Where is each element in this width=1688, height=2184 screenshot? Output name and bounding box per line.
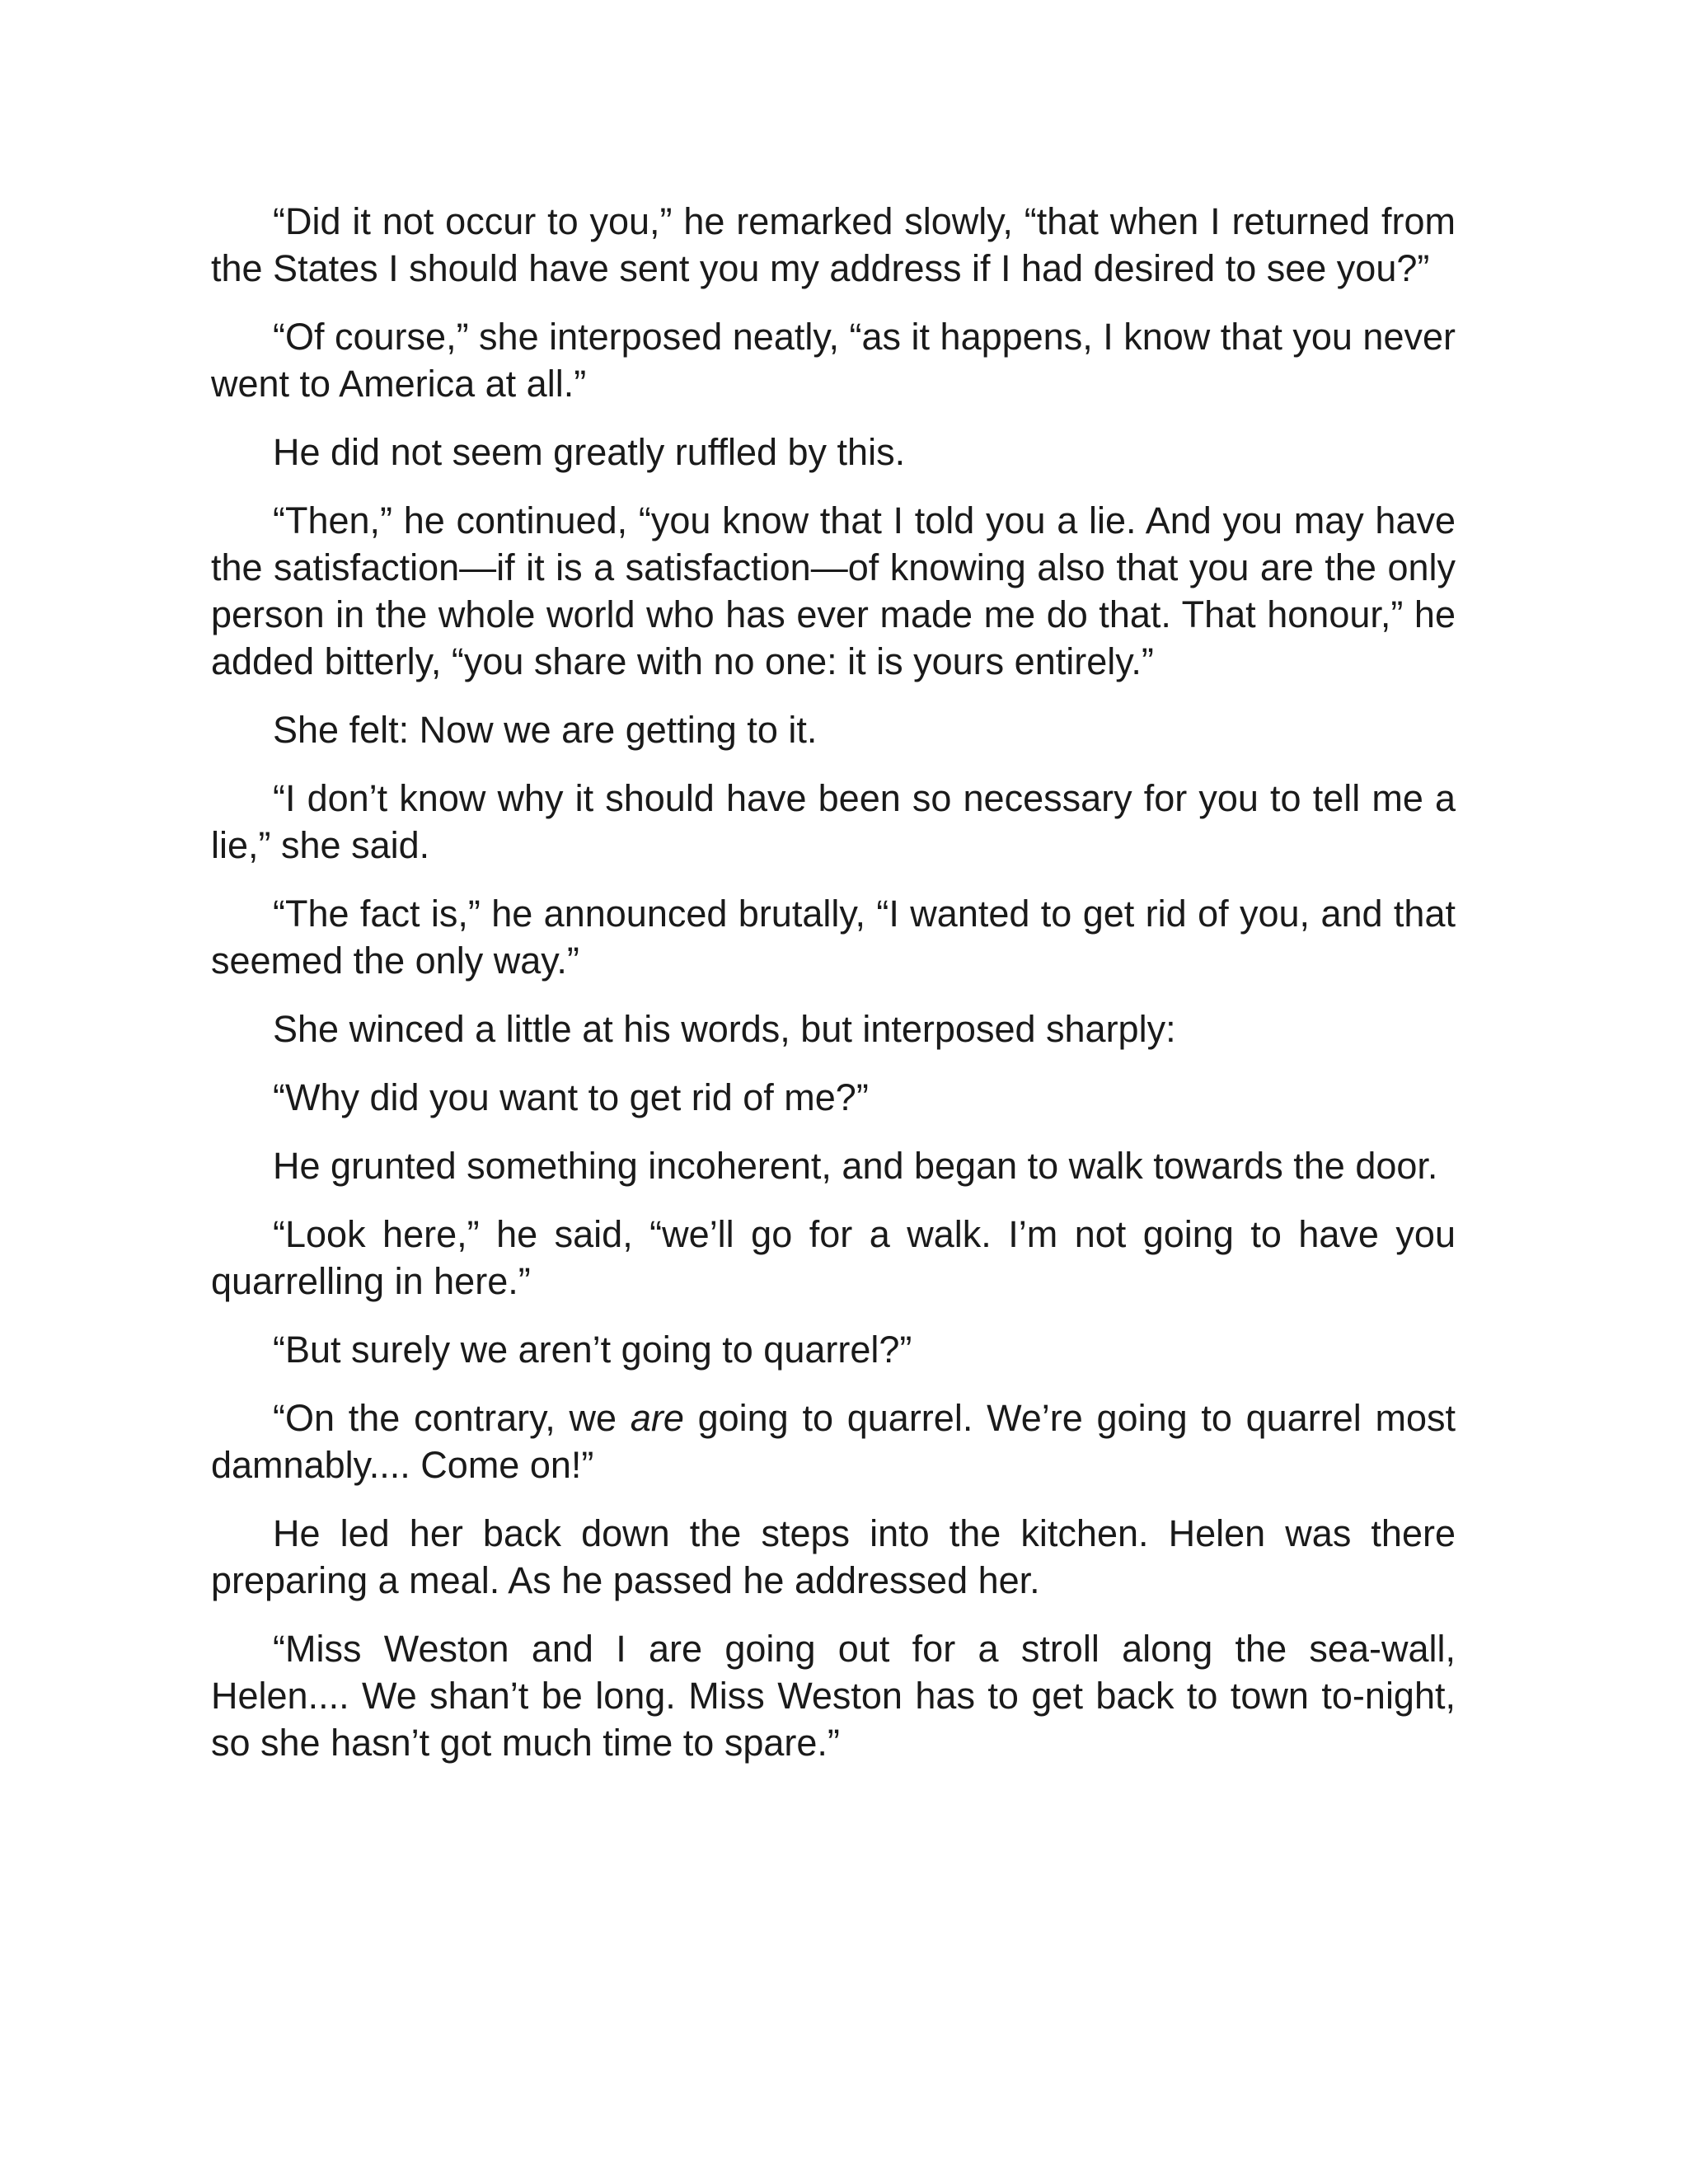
paragraph-5: She felt: Now we are getting to it.	[273, 709, 818, 751]
paragraph-6: “I don’t know why it should have been so necessary for you to tell me a lie,” she said.	[211, 777, 1456, 866]
paragraph-14: He led her back down the steps into the kitchen. Helen was there preparing a meal. As he passed he addressed her.	[211, 1512, 1456, 1601]
paragraph-12: “But surely we aren’t going to quarrel?”	[273, 1329, 912, 1371]
paragraph-3: He did not seem greatly ruffled by this.	[273, 431, 906, 473]
paragraph-4: “Then,” he continued, “you know that I told you a lie. And you may have the satisfaction—if it is a satisfaction—of knowing also that you are the only person in the whole world who has ever made me do that. That honour,” he added bitterly, “you share with no one: it is yours entirely.”	[211, 499, 1456, 682]
paragraph-8: She winced a little at his words, but interposed sharply:	[273, 1008, 1176, 1050]
paragraph-15: “Miss Weston and I are going out for a stroll along the sea-wall, Helen.... We shan’t be long. Miss Weston has to get back to town to-night, so she hasn’t got much time to spare.”	[211, 1628, 1456, 1764]
paragraph-13	[211, 1394, 1456, 1488]
paragraph-2: “Of course,” she interposed neatly, “as it happens, I know that you never went to America at all.”	[211, 316, 1456, 405]
paragraph-13-before: “On the contrary, we	[273, 1397, 631, 1439]
paragraph-13-after: going to quarrel. We’re going to quarrel most damnably.... Come on!”	[211, 1397, 1456, 1486]
paragraph-10: He grunted something incoherent, and began to walk towards the door.	[273, 1145, 1438, 1187]
book-page	[211, 198, 1456, 1766]
paragraph-9: “Why did you want to get rid of me?”	[273, 1076, 869, 1118]
emphasized-word: are	[630, 1397, 684, 1439]
paragraph-11: “Look here,” he said, “we’ll go for a walk. I’m not going to have you quarrelling in here.”	[211, 1213, 1456, 1302]
paragraph-7: “The fact is,” he announced brutally, “I wanted to get rid of you, and that seemed the only way.”	[211, 893, 1456, 982]
paragraph-1: “Did it not occur to you,” he remarked slowly, “that when I returned from the States I should have sent you my address if I had desired to see you?”	[211, 200, 1456, 289]
